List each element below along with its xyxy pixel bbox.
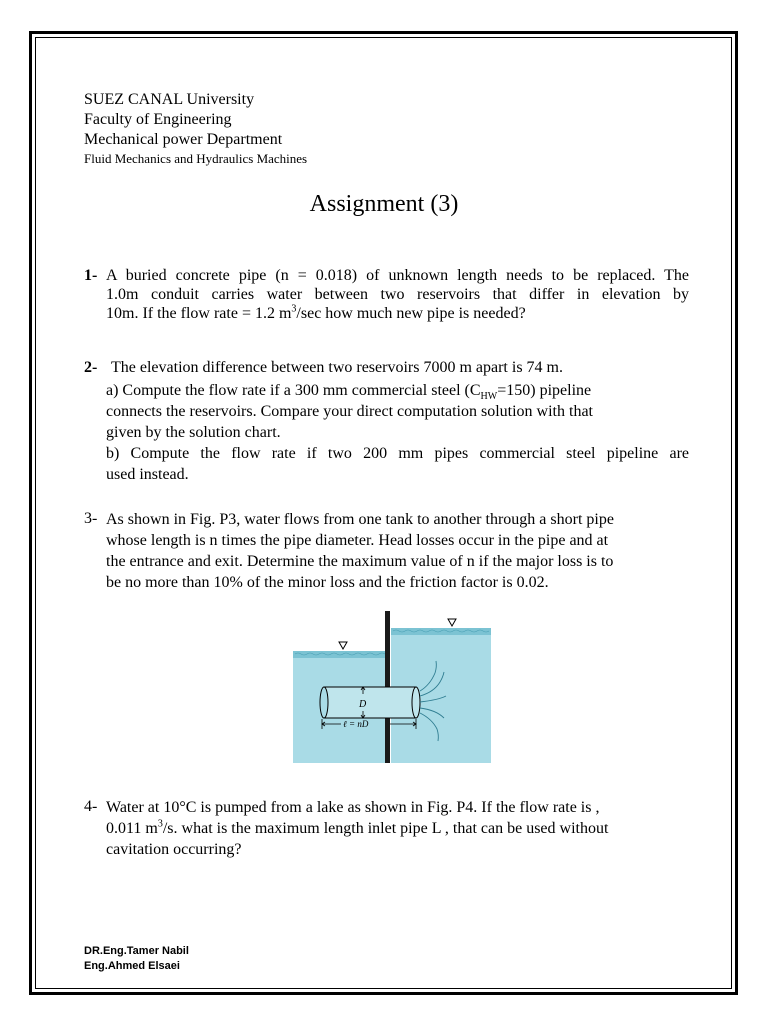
question-3-line: As shown in Fig. P3, water flows from one tank to another through a short pipe bbox=[106, 511, 614, 528]
superscript: 3 bbox=[291, 303, 297, 315]
question-1-text: 10m. If the flow rate = 1.2 m bbox=[106, 305, 292, 322]
document-header bbox=[84, 90, 307, 167]
question-4-text: 0.011 m bbox=[106, 820, 158, 837]
document-footer bbox=[84, 944, 189, 974]
question-3-line: whose length is n times the pipe diameter. Head losses occur in the pipe and at bbox=[106, 532, 609, 549]
question-4-number: 4- bbox=[84, 798, 98, 815]
question-2-line: used instead. bbox=[106, 466, 189, 483]
question-4-text: /s. what is the maximum length inlet pipe L , that can be used without bbox=[162, 820, 609, 837]
short-pipe bbox=[320, 687, 420, 718]
question-3-line: the entrance and exit. Determine the maximum value of n if the major loss is to bbox=[106, 553, 614, 570]
superscript: 3 bbox=[157, 818, 163, 830]
question-1-line bbox=[106, 304, 689, 323]
question-2 bbox=[84, 358, 689, 488]
faculty-name: Faculty of Engineering bbox=[84, 111, 232, 128]
length-label: ℓ = nD bbox=[343, 719, 369, 729]
course-name: Fluid Mechanics and Hydraulics Machines bbox=[84, 151, 308, 166]
question-3-line: be no more than 10% of the minor loss and the friction factor is 0.02. bbox=[106, 574, 549, 591]
assignment-title: Assignment (3) bbox=[309, 191, 459, 217]
question-3 bbox=[84, 509, 689, 594]
department-name: Mechanical power Department bbox=[84, 131, 283, 148]
question-4-line bbox=[106, 818, 689, 839]
question-4-line: cavitation occurring? bbox=[106, 841, 242, 858]
question-3-number: 3- bbox=[84, 510, 98, 527]
question-2-line: b) Compute the flow rate if two 200 mm pipes commercial steel pipeline are bbox=[106, 445, 689, 462]
question-2-text: a) Compute the flow rate if a 300 mm commercial steel (C bbox=[106, 382, 481, 399]
left-water-surface bbox=[293, 651, 385, 658]
question-1-line: 1.0m conduit carries water between two reservoirs that differ in elevation by bbox=[106, 286, 689, 303]
author-name: Eng.Ahmed Elsaei bbox=[84, 960, 180, 972]
question-4-line: Water at 10°C is pumped from a lake as shown in Fig. P4. If the flow rate is , bbox=[106, 799, 600, 816]
question-1 bbox=[84, 266, 689, 326]
university-name: SUEZ CANAL University bbox=[84, 91, 255, 108]
question-2-number: 2- bbox=[84, 359, 98, 376]
question-2-line: The elevation difference between two reservoirs 7000 m apart is 74 m. bbox=[111, 359, 563, 376]
question-2-line bbox=[106, 380, 689, 401]
question-1-text: /sec how much new pipe is needed? bbox=[296, 305, 526, 322]
question-1-number: 1- bbox=[84, 267, 98, 284]
question-2-text: =150) pipeline bbox=[497, 382, 592, 399]
question-4 bbox=[84, 797, 689, 862]
right-surface-marker-icon bbox=[448, 619, 456, 626]
subscript: HW bbox=[480, 391, 498, 403]
diameter-label: D bbox=[359, 699, 367, 710]
figure-p3 bbox=[293, 611, 491, 763]
author-name: DR.Eng.Tamer Nabil bbox=[84, 945, 189, 957]
question-2-line: connects the reservoirs. Compare your direct computation solution with that bbox=[106, 403, 593, 420]
question-1-line: A buried concrete pipe (n = 0.018) of unknown length needs to be replaced. The bbox=[106, 267, 689, 284]
question-2-line: given by the solution chart. bbox=[106, 424, 281, 441]
figure-p3-diagram bbox=[293, 611, 491, 763]
left-surface-marker-icon bbox=[339, 642, 347, 649]
